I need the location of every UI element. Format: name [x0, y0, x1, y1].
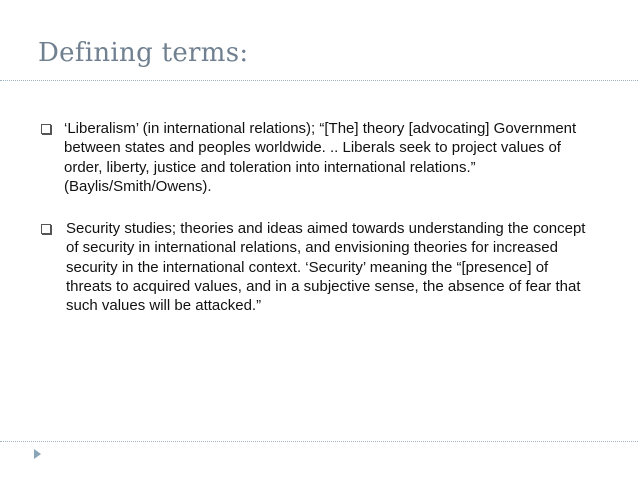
title-divider	[0, 80, 638, 81]
footer-divider	[0, 441, 638, 442]
bullet-text-liberalism: ‘Liberalism’ (in international relations); “[The] theory [advocating] Government between states and peoples worldwide. .. Liberals seek to project values of order, liberty, justice and toleration into international relations.” (Baylis/Smith/Owens).	[64, 120, 577, 195]
bullet-item-security-studies	[38, 219, 598, 315]
slide-title: Defining terms:	[38, 38, 249, 68]
bullet-item-liberalism	[38, 119, 598, 196]
checkbox-bullet-icon	[41, 124, 51, 134]
bullet-text-security-studies: Security studies; theories and ideas aimed towards understanding the concept of security in international relations, and envisioning theories for increased security in the international context. ‘Security’ meaning the “[presence] of threats to acquired values, and in a subjective sense, the absence of fear that such values will be attacked.”	[66, 220, 586, 315]
triangle-right-icon	[34, 449, 41, 459]
checkbox-bullet-icon	[41, 224, 51, 234]
